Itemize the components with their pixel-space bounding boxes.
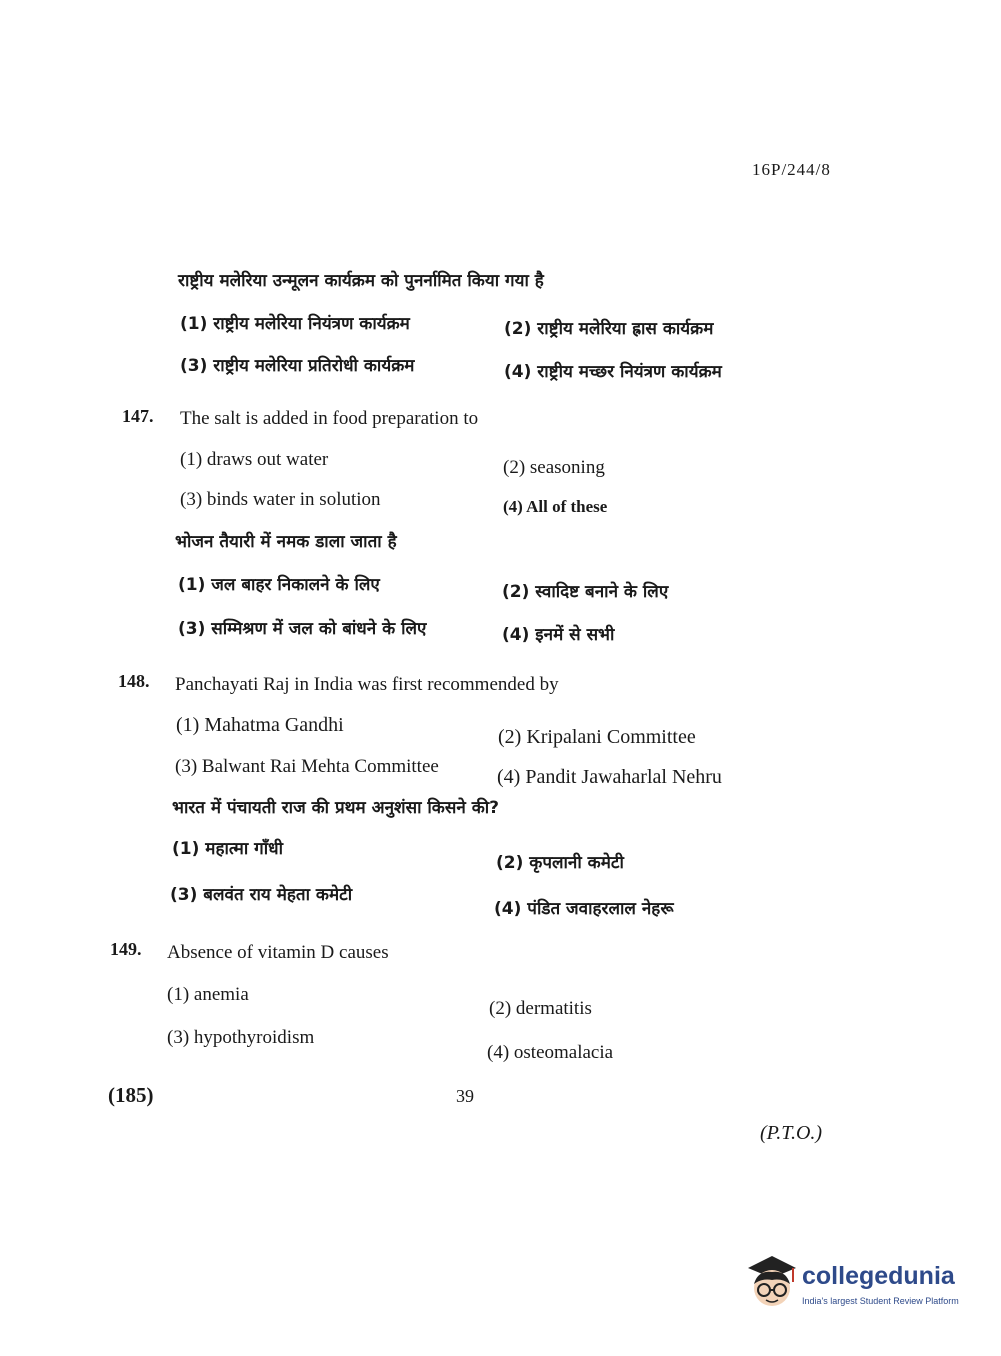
q147-number: 147. (122, 406, 154, 426)
q148-option-2-hindi: (2) कृपलानी कमेटी (496, 853, 624, 873)
q149-option-1: (1) anemia (167, 984, 249, 1005)
q148-option-3: (3) Balwant Rai Mehta Committee (175, 756, 439, 777)
q146-option-3-hindi: (3) राष्ट्रीय मलेरिया प्रतिरोधी कार्यक्रम (180, 356, 415, 376)
q148-stem: Panchayati Raj in India was first recommended by (175, 674, 559, 695)
q146-option-1-hindi: (1) राष्ट्रीय मलेरिया नियंत्रण कार्यक्रम (180, 314, 410, 334)
q148-option-1-hindi: (1) महात्मा गाँधी (172, 839, 283, 859)
page-number: 39 (456, 1086, 474, 1106)
q149-option-3: (3) hypothyroidism (167, 1027, 315, 1048)
q146-stem-hindi: राष्ट्रीय मलेरिया उन्मूलन कार्यक्रम को पुनर्नामित किया गया है (178, 271, 544, 291)
q149-option-4: (4) osteomalacia (487, 1042, 614, 1063)
q147-option-1: (1) draws out water (180, 449, 329, 470)
q147-option-3-hindi: (3) सम्मिश्रण में जल को बांधने के लिए (178, 619, 427, 639)
paper-code: 16P/244/8 (752, 160, 831, 179)
q149-stem: Absence of vitamin D causes (167, 942, 389, 963)
q148-option-3-hindi: (3) बलवंत राय मेहता कमेटी (170, 885, 353, 905)
q146-option-2-hindi: (2) राष्ट्रीय मलेरिया ह्रास कार्यक्रम (504, 319, 714, 339)
q148-option-4: (4) Pandit Jawaharlal Nehru (497, 766, 722, 788)
q147-stem-hindi: भोजन तैयारी में नमक डाला जाता है (175, 532, 397, 552)
collegedunia-tagline: India's largest Student Review Platform (802, 1296, 959, 1306)
q148-option-4-hindi: (4) पंडित जवाहरलाल नेहरू (494, 899, 674, 919)
booklet-code: (185) (108, 1083, 154, 1107)
q147-option-3: (3) binds water in solution (180, 489, 381, 510)
q147-stem: The salt is added in food preparation to (180, 408, 479, 429)
q148-option-2: (2) Kripalani Committee (498, 726, 696, 748)
q147-option-1-hindi: (1) जल बाहर निकालने के लिए (178, 575, 380, 595)
pto-label: (P.T.O.) (760, 1122, 823, 1144)
q147-option-2: (2) seasoning (503, 457, 605, 478)
q146-option-4-hindi: (4) राष्ट्रीय मच्छर नियंत्रण कार्यक्रम (504, 362, 722, 382)
collegedunia-brand: collegedunia (802, 1262, 955, 1290)
q147-option-4: (4) All of these (503, 497, 608, 516)
q148-stem-hindi: भारत में पंचायती राज की प्रथम अनुशंसा किसने की? (172, 798, 500, 818)
q148-option-1: (1) Mahatma Gandhi (176, 714, 344, 736)
collegedunia-watermark (742, 1248, 972, 1318)
q148-number: 148. (118, 671, 150, 691)
q147-option-4-hindi: (4) इनमें से सभी (502, 625, 615, 645)
collegedunia-mascot-icon (742, 1248, 800, 1318)
q147-option-2-hindi: (2) स्वादिष्ट बनाने के लिए (502, 582, 669, 602)
q149-option-2: (2) dermatitis (489, 998, 592, 1019)
q149-number: 149. (110, 939, 142, 959)
